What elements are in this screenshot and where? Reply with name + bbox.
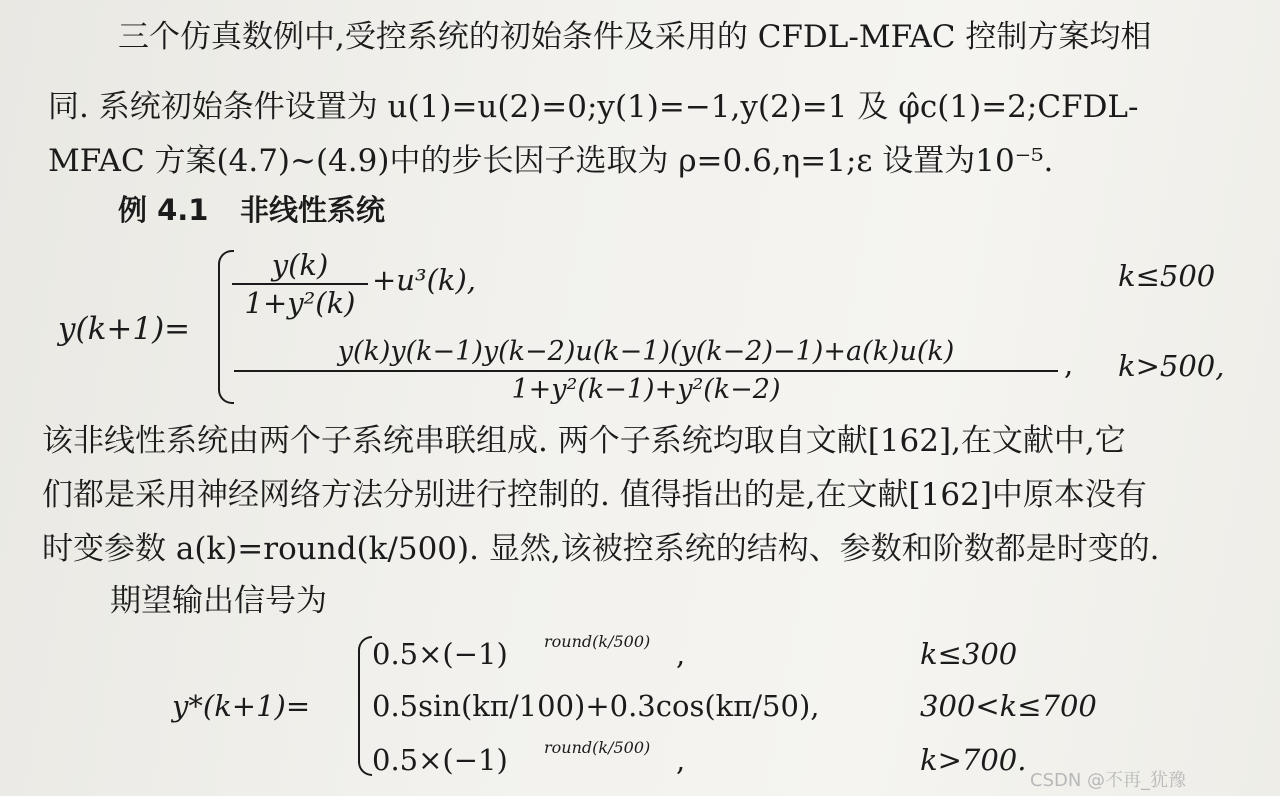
desired-brace xyxy=(358,636,372,776)
desired-case2-condition: 300<k≤700 xyxy=(920,689,1097,723)
desired-case1-exponent: round(k/500) xyxy=(544,632,651,651)
para2-line3: 时变参数 a(k)=round(k/500). 显然,该被控系统的结构、参数和阶数都是时变的. xyxy=(42,531,1160,567)
eq1-case2-numerator: y(k)y(k−1)y(k−2)u(k−1)(y(k−2)−1)+a(k)u(k) xyxy=(337,336,955,367)
eq1-case2-fraction-bar xyxy=(234,370,1058,372)
desired-intro: 期望输出信号为 xyxy=(110,583,327,619)
eq1-case2-condition: k>500, xyxy=(1118,349,1225,383)
desired-case1: 0.5×(−1) xyxy=(372,637,508,671)
eq1-case1-fraction-bar xyxy=(232,283,368,285)
eq1-case2-denominator: 1+y²(k−1)+y²(k−2) xyxy=(511,374,781,405)
para1-line1: 三个仿真数例中,受控系统的初始条件及采用的 CFDL-MFAC 控制方案均相 xyxy=(118,19,1152,55)
para2-line1: 该非线性系统由两个子系统串联组成. 两个子系统均取自文献[162],在文献中,它 xyxy=(42,423,1126,459)
eq1-case1-tail: +u³(k), xyxy=(372,263,477,297)
desired-case3: 0.5×(−1) xyxy=(372,743,508,777)
example-title: 非线性系统 xyxy=(240,193,386,227)
example-label: 例 4.1 xyxy=(118,193,209,227)
desired-case3-comma: , xyxy=(676,743,686,777)
eq1-case1-condition: k≤500 xyxy=(1118,259,1216,293)
desired-lhs: y*(k+1)= xyxy=(172,689,311,723)
para1-line3: MFAC 方案(4.7)~(4.9)中的步长因子选取为 ρ=0.6,η=1;ε 设置为10⁻⁵. xyxy=(48,143,1054,179)
desired-case3-exponent: round(k/500) xyxy=(544,738,651,757)
eq1-case1-denominator: 1+y²(k) xyxy=(244,286,356,320)
eq1-case2-comma: , xyxy=(1064,347,1074,381)
desired-case1-condition: k≤300 xyxy=(920,637,1018,671)
para1-line2: 同. 系统初始条件设置为 u(1)=u(2)=0;y(1)=−1,y(2)=1 及 φ̂c(1)=2;CFDL- xyxy=(48,89,1139,125)
eq1-case1-numerator: y(k) xyxy=(271,248,329,282)
desired-case1-comma: , xyxy=(676,637,686,671)
desired-case3-condition: k>700. xyxy=(920,743,1027,777)
desired-case2: 0.5sin(kπ/100)+0.3cos(kπ/50), xyxy=(372,689,820,723)
para2-line2: 们都是采用神经网络方法分别进行控制的. 值得指出的是,在文献[162]中原本没有 xyxy=(42,477,1147,513)
eq1-lhs: y(k+1)= xyxy=(58,311,191,347)
csdn-watermark: CSDN @不再_犹豫 xyxy=(1030,770,1187,791)
